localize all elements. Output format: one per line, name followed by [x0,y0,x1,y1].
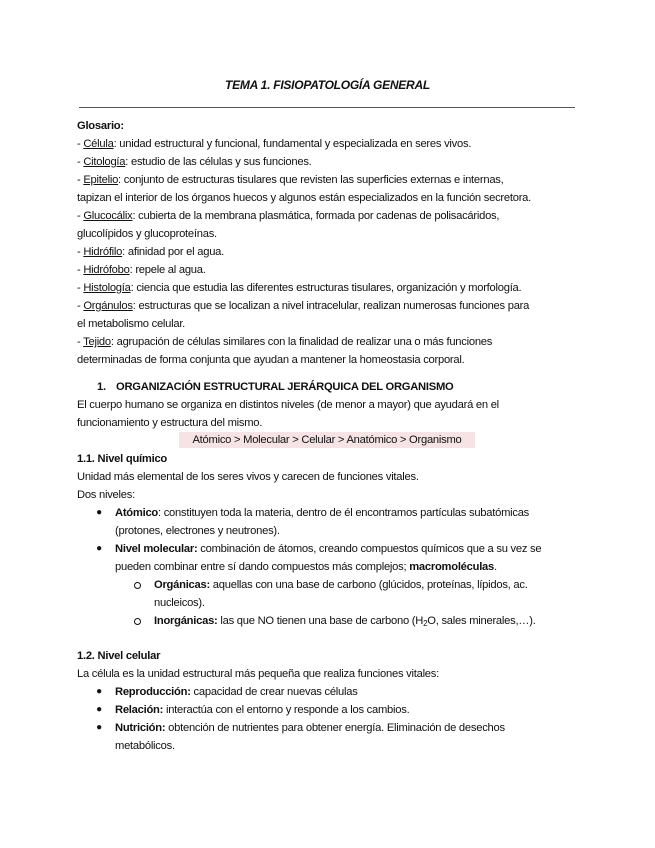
nivel-quimico-desc: Unidad más elemental de los seres vivos y carecen de funciones vitales. [77,471,419,483]
bullet-molecular-cont: pueden combinar entre sí dando compuestos más complejos; macromoléculas. [115,561,497,573]
glossary-entry-histologia: - Histología: ciencia que estudia las diferentes estructuras tisulares, organización y morfología. [77,282,522,294]
subsection-1-1-heading: 1.1. Nivel químico [77,453,168,465]
bullet-dot-icon: ● [96,507,102,518]
bullet-dot-icon: ● [96,686,102,697]
subsection-1-2-heading: 1.2. Nivel celular [77,650,161,662]
glossary-entry-organulos-cont: el metabolismo celular. [77,318,186,330]
hierarchy-highlight: Atómico > Molecular > Celular > Anatómico > Organismo [179,432,475,448]
glossary-entry-glucocalix: - Glucocálix: cubierta de la membrana plasmática, formada por cadenas de polisacáridos, [77,210,500,222]
glossary-heading: Glosario: [77,120,124,132]
glossary-entry-tejido-cont: determinadas de forma conjunta que ayudan a mantener la homeostasia corporal. [77,354,465,366]
bullet-relacion: ● Relación: interactúa con el entorno y responde a los cambios. [77,701,579,719]
bullet-dot-icon: ● [96,543,102,554]
bullet-dot-icon: ● [96,722,102,733]
nivel-celular-desc: La célula es la unidad estructural más pequeña que realiza funciones vitales: [77,668,439,680]
glossary-entry-glucocalix-cont: glucolípidos y glucoproteínas. [77,228,217,240]
glossary-entry-hidrofobo: - Hidrófobo: repele al agua. [77,264,206,276]
bullet-reproduccion: ● Reproducción: capacidad de crear nuevas células [77,683,579,701]
bullet-atomico: ● Atómico: constituyen toda la materia, dentro de él encontramos partículas subatómicas [77,504,579,522]
sub-bullet-organicas: Orgánicas: aquellas con una base de carbono (glúcidos, proteínas, lípidos, ac. [77,576,579,594]
bullet-nutricion: ● Nutrición: obtención de nutrientes para obtener energía. Eliminación de desechos [77,719,579,737]
glossary-entry-epitelio-cont: tapizan el interior de los órganos huecos y algunos están especializados en la función secretora. [77,192,531,204]
section-1-heading: 1. ORGANIZACIÓN ESTRUCTURAL JERÁRQUICA DEL ORGANISMO [97,381,454,393]
bullet-atomico-cont: (protones, electrones y neutrones). [115,525,280,537]
section-1-intro-cont: funcionamiento y estructura del mismo. [77,417,263,429]
circle-bullet-icon [134,618,141,625]
bullet-dot-icon: ● [96,704,102,715]
page-title: TEMA 1. FISIOPATOLOGÍA GENERAL [225,78,430,92]
nivel-quimico-dos: Dos niveles: [77,489,135,501]
title-divider [79,107,575,108]
section-1-intro: El cuerpo humano se organiza en distintos niveles (de menor a mayor) que ayudará en el [77,399,499,411]
glossary-entry-citologia: - Citología: estudio de las células y sus funciones. [77,156,312,168]
sub-bullet-inorganicas: Inorgánicas: las que NO tienen una base de carbono ($H_2O$, sales minerales,…). [77,612,579,630]
glossary-entry-celula: - Célula: unidad estructural y funcional, fundamental y especializada en seres vivos. [77,138,472,150]
glossary-entry-tejido: - Tejido: agrupación de células similares con la finalidad de realizar una o más funciones [77,336,493,348]
glossary-entry-hidrofilo: - Hidrófilo: afinidad por el agua. [77,246,224,258]
bullet-molecular: ● Nivel molecular: combinación de átomos, creando compuestos químicos que a su vez se [77,540,579,558]
glossary-entry-epitelio: - Epitelio: conjunto de estructuras tisulares que revisten las superficies externas e internas, [77,174,504,186]
hierarchy-line [77,432,579,450]
bullet-nutricion-cont: metabólicos. [115,740,175,752]
circle-bullet-icon [134,582,141,589]
document-body [77,117,579,755]
glossary-entry-organulos: - Orgánulos: estructuras que se localizan a nivel intracelular, realizan numerosas funciones para [77,300,530,312]
sub-bullet-organicas-cont: nucleicos). [154,597,205,609]
